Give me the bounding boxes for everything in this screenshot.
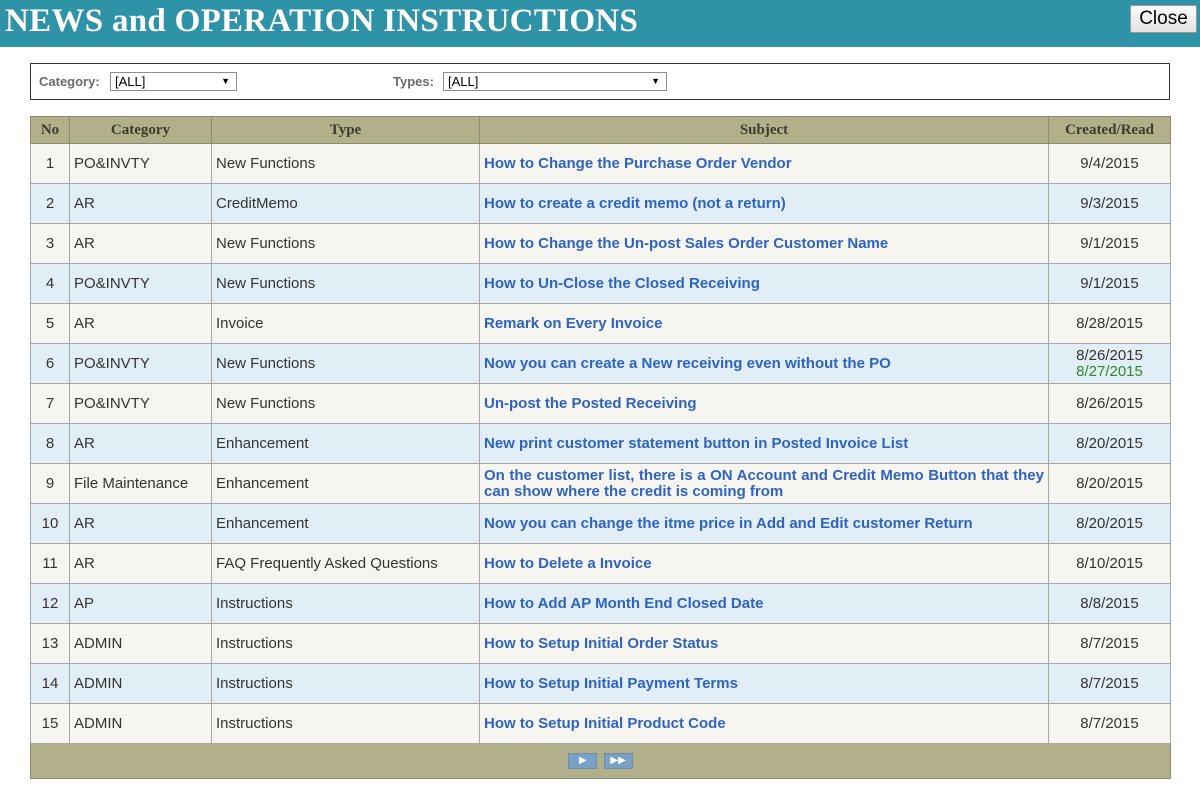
- types-select-value: [ALL]: [448, 74, 479, 89]
- row-number: 4: [31, 264, 70, 304]
- subject-link[interactable]: How to Change the Purchase Order Vendor: [484, 154, 792, 172]
- row-subject-cell: [480, 624, 1049, 664]
- row-number: 14: [31, 664, 70, 704]
- created-read-cell: [1049, 304, 1171, 344]
- news-table: [30, 116, 1171, 779]
- row-type: Enhancement: [212, 424, 480, 464]
- row-type: New Functions: [212, 384, 480, 424]
- subject-link[interactable]: On the customer list, there is a ON Account and Credit Memo Button that they can show where the credit is coming from: [484, 466, 1044, 500]
- subject-link[interactable]: How to Add AP Month End Closed Date: [484, 594, 764, 612]
- row-category: AR: [70, 184, 212, 224]
- row-number: 5: [31, 304, 70, 344]
- row-category: ADMIN: [70, 704, 212, 744]
- subject-link[interactable]: How to Setup Initial Product Code: [484, 714, 726, 732]
- column-header-created-read[interactable]: Created/Read: [1049, 117, 1171, 144]
- created-date: 8/28/2015: [1076, 314, 1143, 332]
- created-read-cell: [1049, 144, 1171, 184]
- row-subject-cell: [480, 224, 1049, 264]
- row-type: Instructions: [212, 584, 480, 624]
- created-read-cell: [1049, 544, 1171, 584]
- row-subject-cell: [480, 144, 1049, 184]
- created-date: 8/7/2015: [1080, 674, 1139, 692]
- table-header-row: [31, 117, 1171, 144]
- category-select-value: [ALL]: [115, 74, 146, 89]
- fast-forward-icon: ▶▶: [610, 755, 626, 767]
- table-row[interactable]: [31, 144, 1171, 184]
- filter-panel: [30, 63, 1170, 100]
- header-bar: [0, 0, 1200, 47]
- table-row[interactable]: [31, 664, 1171, 704]
- row-number: 3: [31, 224, 70, 264]
- subject-link[interactable]: Un-post the Posted Receiving: [484, 394, 697, 412]
- row-subject-cell: [480, 664, 1049, 704]
- created-read-cell: [1049, 664, 1171, 704]
- row-type: FAQ Frequently Asked Questions: [212, 544, 480, 584]
- category-filter-label: Category:: [39, 74, 100, 89]
- created-date: 9/1/2015: [1080, 234, 1139, 252]
- subject-link[interactable]: How to Delete a Invoice: [484, 554, 652, 572]
- chevron-down-icon: ▼: [651, 76, 660, 86]
- row-subject-cell: [480, 464, 1049, 504]
- created-read-cell: [1049, 464, 1171, 504]
- row-number: 8: [31, 424, 70, 464]
- table-row[interactable]: [31, 544, 1171, 584]
- table-row[interactable]: [31, 344, 1171, 384]
- column-header-subject[interactable]: Subject: [480, 117, 1049, 144]
- row-category: File Maintenance: [70, 464, 212, 504]
- close-button[interactable]: Close: [1130, 5, 1197, 33]
- table-row[interactable]: [31, 584, 1171, 624]
- row-type: Instructions: [212, 704, 480, 744]
- row-number: 11: [31, 544, 70, 584]
- row-type: Invoice: [212, 304, 480, 344]
- row-subject-cell: [480, 704, 1049, 744]
- row-type: New Functions: [212, 144, 480, 184]
- created-date: 9/1/2015: [1080, 274, 1139, 292]
- row-type: CreditMemo: [212, 184, 480, 224]
- created-date: 8/26/2015: [1076, 346, 1143, 364]
- created-date: 8/10/2015: [1076, 554, 1143, 572]
- row-number: 2: [31, 184, 70, 224]
- column-header-category[interactable]: Category: [70, 117, 212, 144]
- table-row[interactable]: [31, 264, 1171, 304]
- table-row[interactable]: [31, 384, 1171, 424]
- row-number: 1: [31, 144, 70, 184]
- subject-link[interactable]: How to Setup Initial Payment Terms: [484, 674, 738, 692]
- row-number: 12: [31, 584, 70, 624]
- pager: [31, 744, 1171, 779]
- types-filter-label: Types:: [393, 74, 434, 89]
- created-date: 8/20/2015: [1076, 514, 1143, 532]
- row-category: AR: [70, 224, 212, 264]
- row-number: 10: [31, 504, 70, 544]
- row-type: Instructions: [212, 624, 480, 664]
- row-subject-cell: [480, 544, 1049, 584]
- created-read-cell: [1049, 424, 1171, 464]
- row-subject-cell: [480, 424, 1049, 464]
- row-category: ADMIN: [70, 664, 212, 704]
- subject-link[interactable]: How to Un-Close the Closed Receiving: [484, 274, 760, 292]
- table-row[interactable]: [31, 184, 1171, 224]
- created-read-cell: [1049, 624, 1171, 664]
- created-read-cell: [1049, 704, 1171, 744]
- row-subject-cell: [480, 184, 1049, 224]
- row-subject-cell: [480, 504, 1049, 544]
- row-category: AR: [70, 304, 212, 344]
- row-category: ADMIN: [70, 624, 212, 664]
- row-type: New Functions: [212, 264, 480, 304]
- row-type: Enhancement: [212, 504, 480, 544]
- created-read-cell: [1049, 384, 1171, 424]
- row-subject-cell: [480, 384, 1049, 424]
- created-date: 8/7/2015: [1080, 634, 1139, 652]
- chevron-down-icon: ▼: [221, 76, 230, 86]
- row-subject-cell: [480, 584, 1049, 624]
- created-date: 8/20/2015: [1076, 434, 1143, 452]
- subject-link[interactable]: Now you can change the itme price in Add and Edit customer Return: [484, 514, 973, 532]
- subject-link[interactable]: How to create a credit memo (not a return): [484, 194, 786, 212]
- table-row[interactable]: [31, 304, 1171, 344]
- page-title: NEWS and OPERATION INSTRUCTIONS: [5, 3, 639, 39]
- row-category: PO&INVTY: [70, 344, 212, 384]
- row-category: PO&INVTY: [70, 384, 212, 424]
- types-select[interactable]: [443, 72, 667, 91]
- category-select[interactable]: [110, 72, 237, 91]
- table-row[interactable]: [31, 504, 1171, 544]
- table-row[interactable]: [31, 624, 1171, 664]
- created-read-cell: [1049, 504, 1171, 544]
- row-number: 9: [31, 464, 70, 504]
- subject-link[interactable]: Now you can create a New receiving even without the PO: [484, 354, 891, 372]
- created-date: 9/3/2015: [1080, 194, 1139, 212]
- created-date: 8/8/2015: [1080, 594, 1139, 612]
- row-category: PO&INVTY: [70, 264, 212, 304]
- row-number: 13: [31, 624, 70, 664]
- created-read-cell: [1049, 344, 1171, 384]
- created-date: 8/26/2015: [1076, 394, 1143, 412]
- created-date: 9/4/2015: [1080, 154, 1139, 172]
- table-row[interactable]: [31, 464, 1171, 504]
- created-date: 8/20/2015: [1076, 474, 1143, 492]
- subject-link[interactable]: Remark on Every Invoice: [484, 314, 663, 332]
- last-page-button[interactable]: [604, 753, 633, 769]
- column-header-type[interactable]: Type: [212, 117, 480, 144]
- created-read-cell: [1049, 184, 1171, 224]
- row-type: Instructions: [212, 664, 480, 704]
- read-date: 8/27/2015: [1076, 362, 1143, 380]
- row-type: New Functions: [212, 224, 480, 264]
- row-type: New Functions: [212, 344, 480, 384]
- subject-link[interactable]: How to Change the Un-post Sales Order Customer Name: [484, 234, 889, 252]
- row-subject-cell: [480, 344, 1049, 384]
- next-page-button[interactable]: [568, 753, 597, 769]
- row-category: AP: [70, 584, 212, 624]
- row-number: 7: [31, 384, 70, 424]
- row-subject-cell: [480, 264, 1049, 304]
- table-row[interactable]: [31, 424, 1171, 464]
- table-row[interactable]: [31, 704, 1171, 744]
- row-category: AR: [70, 544, 212, 584]
- row-type: Enhancement: [212, 464, 480, 504]
- table-row[interactable]: [31, 224, 1171, 264]
- row-category: AR: [70, 424, 212, 464]
- row-category: AR: [70, 504, 212, 544]
- created-read-cell: [1049, 264, 1171, 304]
- subject-link[interactable]: New print customer statement button in Posted Invoice List: [484, 434, 909, 452]
- subject-link[interactable]: How to Setup Initial Order Status: [484, 634, 719, 652]
- row-number: 15: [31, 704, 70, 744]
- created-read-cell: [1049, 584, 1171, 624]
- row-category: PO&INVTY: [70, 144, 212, 184]
- row-number: 6: [31, 344, 70, 384]
- created-read-cell: [1049, 224, 1171, 264]
- play-icon: ▶: [579, 755, 587, 767]
- pager-row: [31, 744, 1171, 779]
- row-subject-cell: [480, 304, 1049, 344]
- created-date: 8/7/2015: [1080, 714, 1139, 732]
- column-header-no[interactable]: No: [31, 117, 70, 144]
